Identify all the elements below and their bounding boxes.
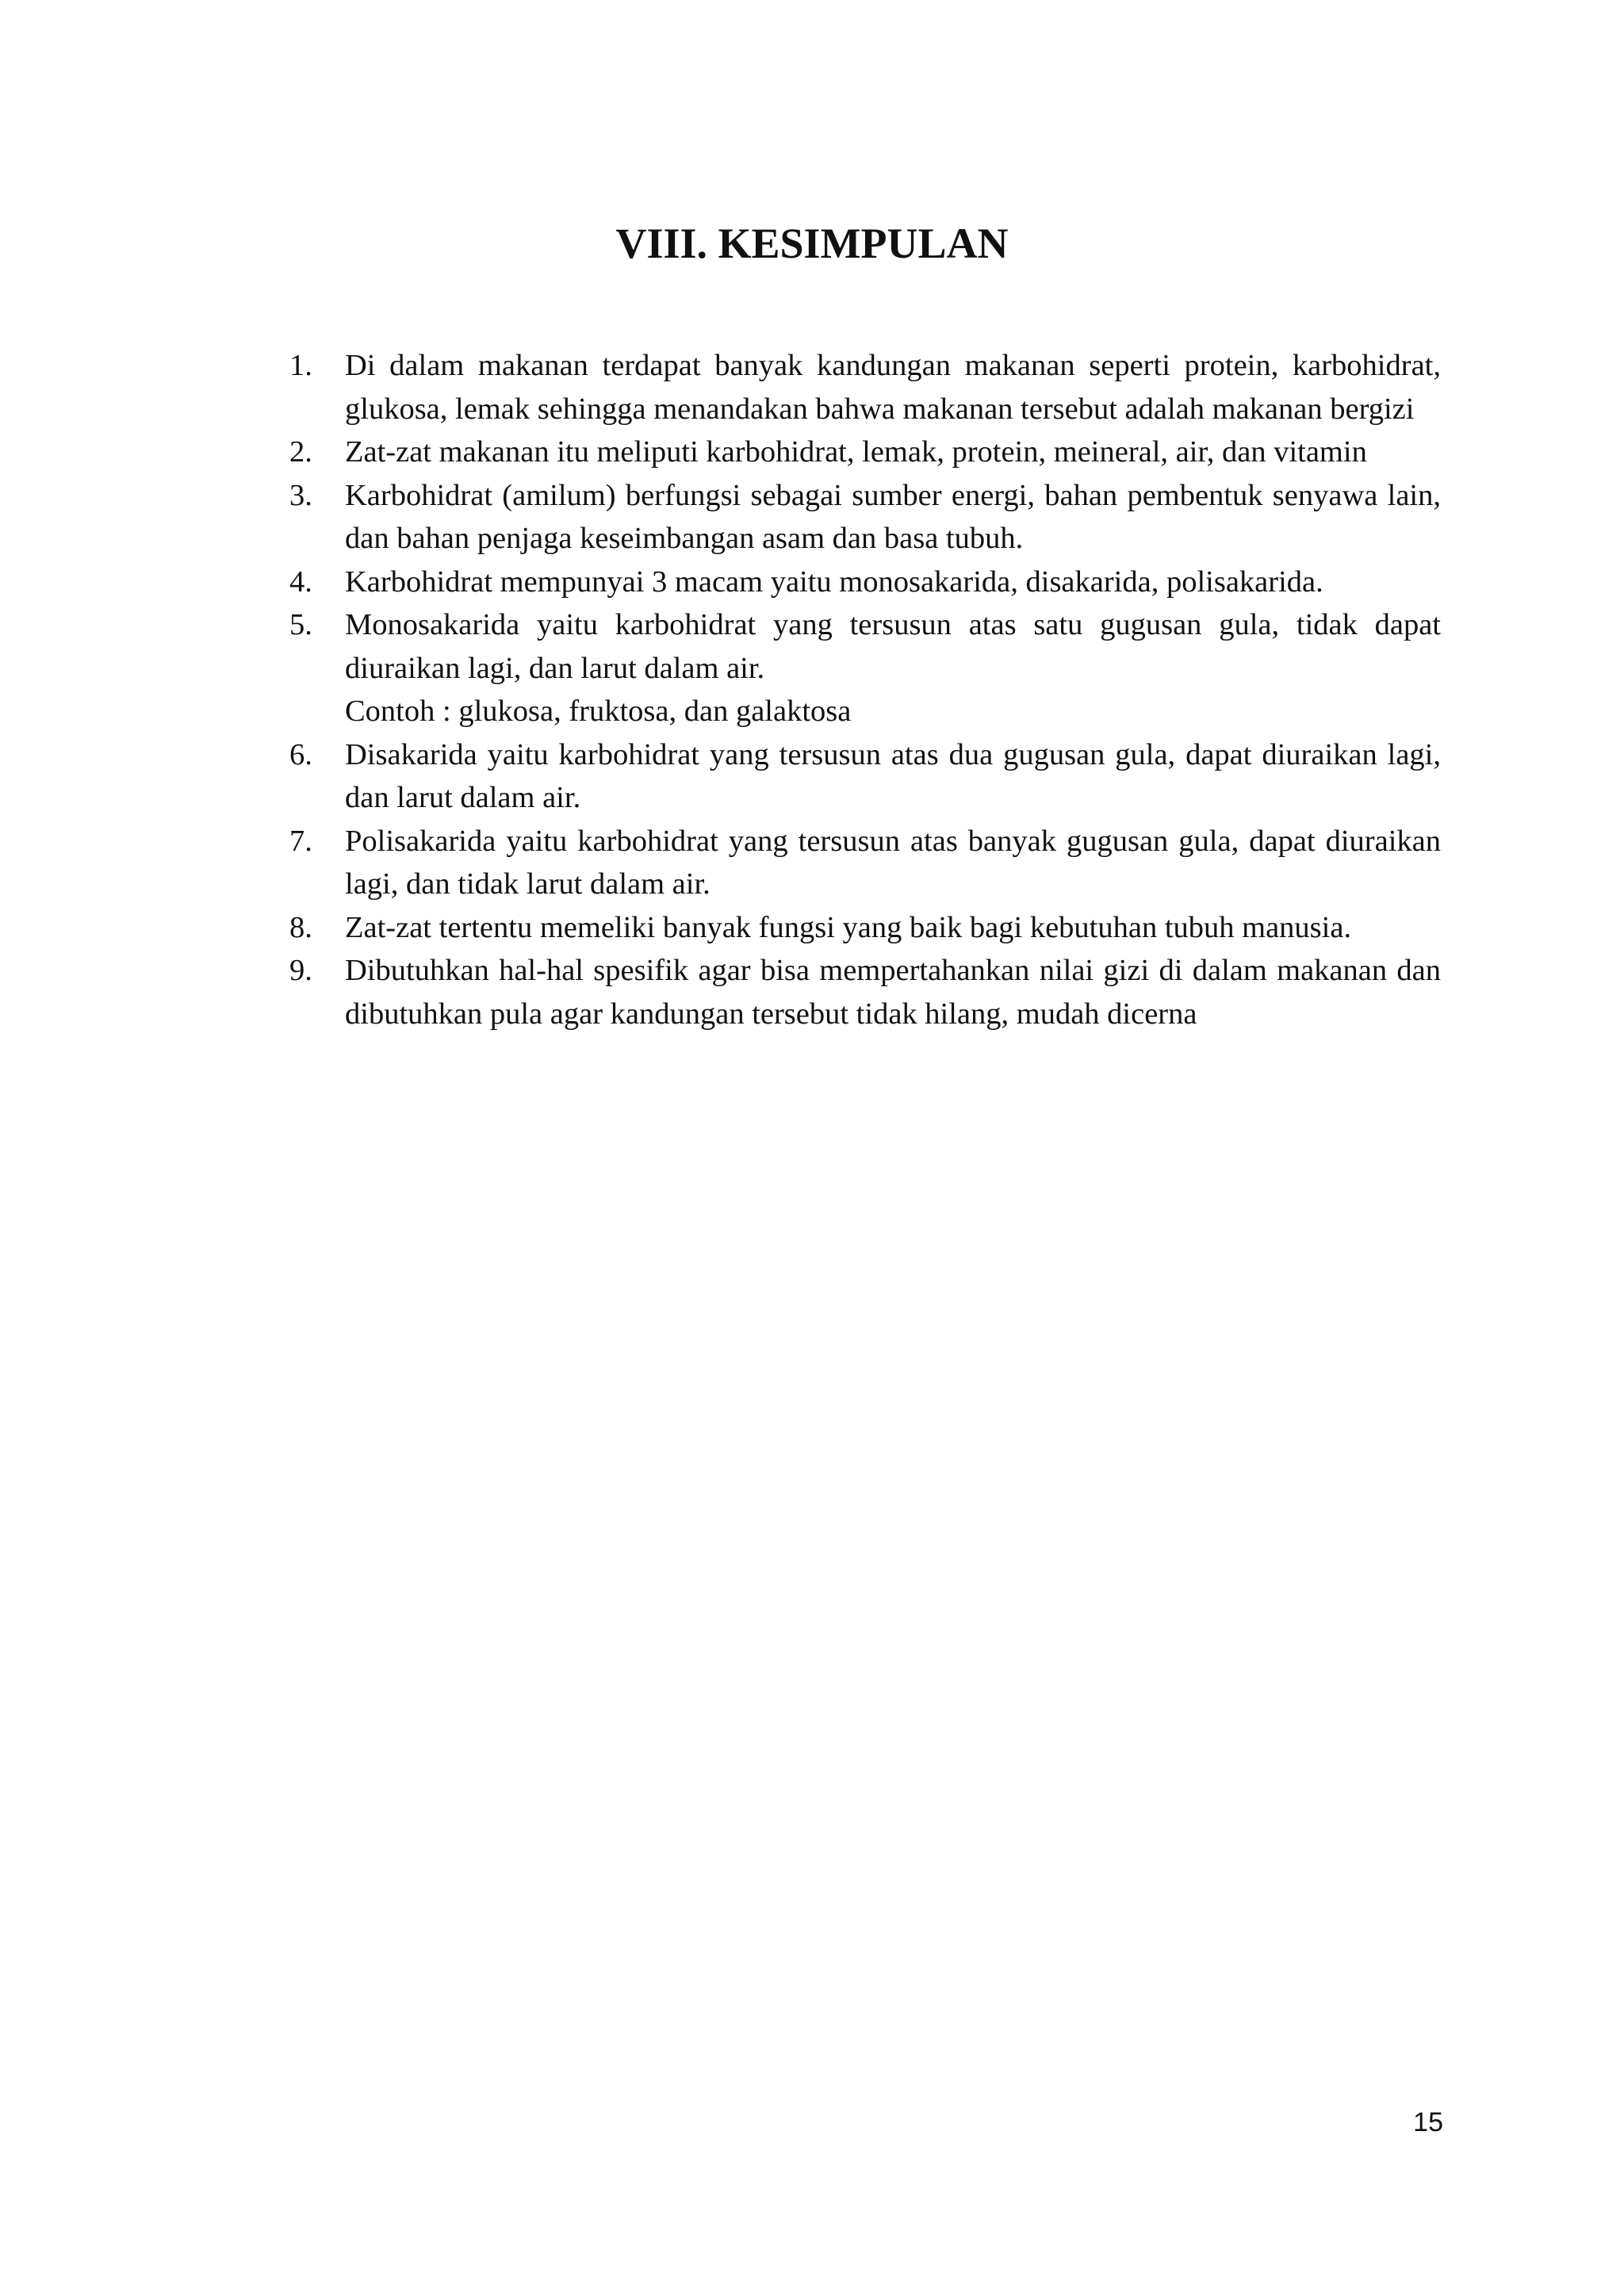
list-item <box>289 344 1441 430</box>
item-number: 6. <box>289 737 312 771</box>
item-body <box>345 603 1441 733</box>
item-text: Zat-zat makanan itu meliputi karbohidrat, lemak, protein, meineral, air, dan vitamin <box>345 435 1367 469</box>
item-example: Contoh : glukosa, fruktosa, dan galaktosa <box>345 695 852 728</box>
list-item <box>289 733 1441 820</box>
list-item <box>289 474 1441 561</box>
list-item <box>289 949 1441 1035</box>
item-body <box>345 474 1441 561</box>
item-number: 9. <box>289 954 312 987</box>
item-text: Di dalam makanan terdapat banyak kandungan makanan seperti protein, karbohidrat, glukosa, lemak sehingga menandakan bahwa makanan tersebut adalah makanan bergizi <box>345 349 1441 426</box>
list-item <box>289 906 1441 950</box>
item-body <box>345 820 1441 906</box>
item-body <box>345 733 1441 820</box>
item-number: 7. <box>289 824 312 858</box>
list-item <box>289 561 1441 604</box>
item-body <box>345 561 1441 604</box>
item-body <box>345 344 1441 430</box>
item-text: Monosakarida yaitu karbohidrat yang tersusun atas satu gugusan gula, tidak dapat diuraikan lagi, dan larut dalam air. <box>345 608 1441 685</box>
item-text: Disakarida yaitu karbohidrat yang tersusun atas dua gugusan gula, dapat diuraikan lagi, dan larut dalam air. <box>345 737 1441 814</box>
item-number: 3. <box>289 478 312 512</box>
list-item <box>289 430 1441 474</box>
item-text: Polisakarida yaitu karbohidrat yang tersusun atas banyak gugusan gula, dapat diuraikan lagi, dan tidak larut dalam air. <box>345 824 1441 901</box>
page-number: 15 <box>1413 2107 1443 2137</box>
item-number: 8. <box>289 910 312 944</box>
conclusion-list <box>289 344 1441 1035</box>
item-body <box>345 949 1441 1035</box>
list-item <box>289 603 1441 733</box>
item-text: Karbohidrat (amilum) berfungsi sebagai sumber energi, bahan pembentuk senyawa lain, dan bahan penjaga keseimbangan asam dan basa tubuh. <box>345 478 1441 555</box>
item-number: 5. <box>289 608 312 641</box>
page-title: VIII. KESIMPULAN <box>615 220 1009 268</box>
item-text: Dibutuhkan hal-hal spesifik agar bisa mempertahankan nilai gizi di dalam makanan dan dibutuhkan pula agar kandungan tersebut tidak hilang, mudah dicerna <box>345 954 1441 1031</box>
item-text: Zat-zat tertentu memeliki banyak fungsi yang baik bagi kebutuhan tubuh manusia. <box>345 910 1352 944</box>
item-body <box>345 906 1441 950</box>
item-number: 1. <box>289 349 312 382</box>
item-body <box>345 430 1441 474</box>
item-number: 4. <box>289 564 312 599</box>
list-item <box>289 820 1441 906</box>
item-text: Karbohidrat mempunyai 3 macam yaitu monosakarida, disakarida, polisakarida. <box>345 564 1323 599</box>
item-number: 2. <box>289 435 312 469</box>
